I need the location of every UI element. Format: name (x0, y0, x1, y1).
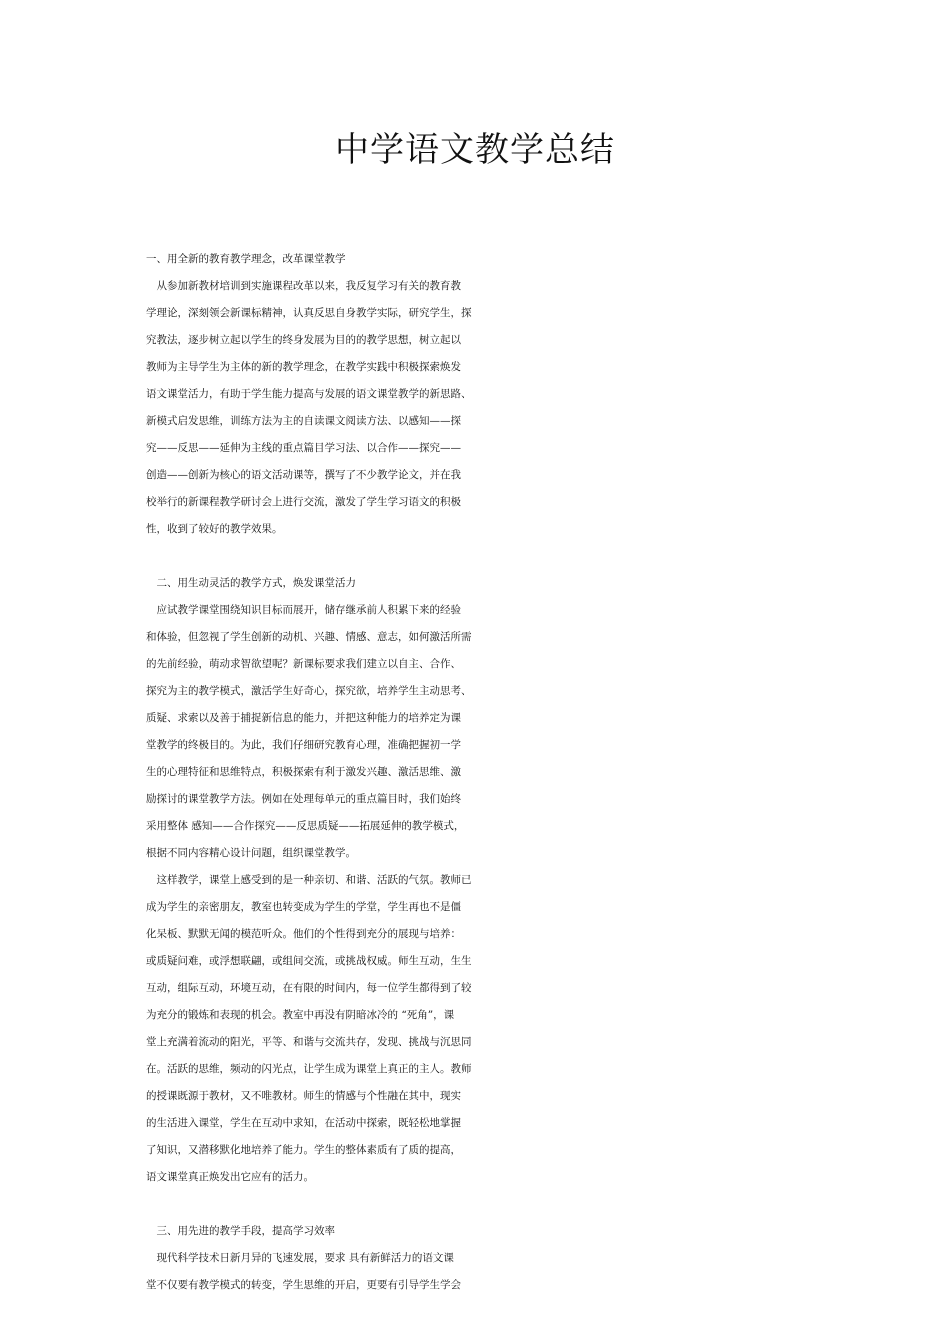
text-line: 在。活跃的思维，频动的闪光点，让学生成为课堂上真正的主人。教师 (146, 1063, 472, 1075)
document-title: 中学语文教学总结 (335, 130, 615, 170)
paragraph-gap (146, 1191, 846, 1218)
text-line: 一、用全新的教育教学理念，改革课堂教学 (146, 253, 346, 265)
text-line: 学理论，深刻领会新课标精神，认真反思自身教学实际，研究学生，探 (146, 307, 472, 319)
text-line: 校举行的新课程教学研讨会上进行交流，激发了学生学习语文的积极 (146, 496, 461, 508)
text-line: 从参加新教材培训到实施课程改革以来，我反复学习有关的教育教 (146, 280, 461, 292)
text-line: 语文课堂活力，有助于学生能力提高与发展的语文课堂教学的新思路、 (146, 388, 472, 400)
text-line: 励探讨的课堂教学方法。例如在处理每单元的重点篇目时，我们始终 (146, 793, 461, 805)
text-line: 化呆板、默默无闻的模范听众。他们的个性得到充分的展现与培养： (146, 928, 461, 940)
text-line: 或质疑问难，或浮想联翩，或组间交流，或挑战权威。师生互动，生生 (146, 955, 472, 967)
paragraph-gap (146, 543, 846, 570)
text-line: 应试教学课堂围绕知识目标而展开，储存继承前人积累下来的经验 (146, 604, 461, 616)
text-line: 成为学生的亲密朋友，教室也转变成为学生的学堂，学生再也不是僵 (146, 901, 461, 913)
text-line: 的生活进入课堂，学生在互动中求知，在活动中探索，既轻松地掌握 (146, 1117, 461, 1129)
document-body (146, 246, 846, 1299)
text-line: 的授课既源于教材，又不唯教材。师生的情感与个性融在其中，现实 (146, 1090, 461, 1102)
text-line: 新模式启发思维，训练方法为主的自读课文阅读方法、以感知——探 (146, 415, 461, 427)
text-line: 根据不同内容精心设计问题，组织课堂教学。 (146, 847, 356, 859)
text-line: 探究为主的教学模式，激活学生好奇心，探究欲，培养学生主动思考、 (146, 685, 472, 697)
text-line: 的先前经验，萌动求智欲望呢？新课标要求我们建立以自主、合作、 (146, 658, 461, 670)
text-line: 生的心理特征和思维特点，积极探索有利于激发兴趣、激活思维、激 (146, 766, 461, 778)
text-line: 和体验，但忽视了学生创新的动机、兴趣、情感、意志，如何激活所需 (146, 631, 472, 643)
text-line: 三、用先进的教学手段，提高学习效率 (146, 1225, 335, 1237)
text-line: 语文课堂真正焕发出它应有的活力。 (146, 1171, 314, 1183)
text-line: 堂教学的终极目的。为此，我们仔细研究教育心理，准确把握初一学 (146, 739, 461, 751)
text-line: 堂不仅要有教学模式的转变，学生思维的开启，更要有引导学生学会 (146, 1279, 461, 1291)
text-line: 性，收到了较好的教学效果。 (146, 523, 283, 535)
text-line: 究——反思——延伸为主线的重点篇目学习法、以合作——探究—— (146, 442, 461, 454)
text-line: 二、用生动灵活的教学方式，焕发课堂活力 (146, 577, 356, 589)
text-line: 采用整体 感知——合作探究——反思质疑——拓展延伸的教学模式， (146, 820, 465, 832)
text-line: 为充分的锻炼和表现的机会。教室中再没有阴暗冰冷的 “死角”，课 (146, 1009, 455, 1021)
text-line: 质疑、求索以及善于捕捉新信息的能力，并把这种能力的培养定为课 (146, 712, 461, 724)
text-line: 现代科学技术日新月异的飞速发展，要求 具有新鲜活力的语文课 (146, 1252, 454, 1264)
text-line: 创造——创新为核心的语文活动课等，撰写了不少教学论文，并在我 (146, 469, 461, 481)
text-line: 互动，组际互动，环境互动，在有限的时间内，每一位学生都得到了较 (146, 982, 472, 994)
text-line: 究教法，逐步树立起以学生的终身发展为目的的教学思想，树立起以 (146, 334, 461, 346)
text-line: 教师为主导学生为主体的新的教学理念，在教学实践中积极探索焕发 (146, 361, 461, 373)
text-line: 堂上充满着流动的阳光，平等、和谐与交流共存，发现、挑战与沉思同 (146, 1036, 472, 1048)
text-line: 了知识，又潜移默化地培养了能力。学生的整体素质有了质的提高， (146, 1144, 461, 1156)
text-line: 这样教学，课堂上感受到的是一种亲切、和谐、活跃的气氛。教师已 (146, 874, 472, 886)
